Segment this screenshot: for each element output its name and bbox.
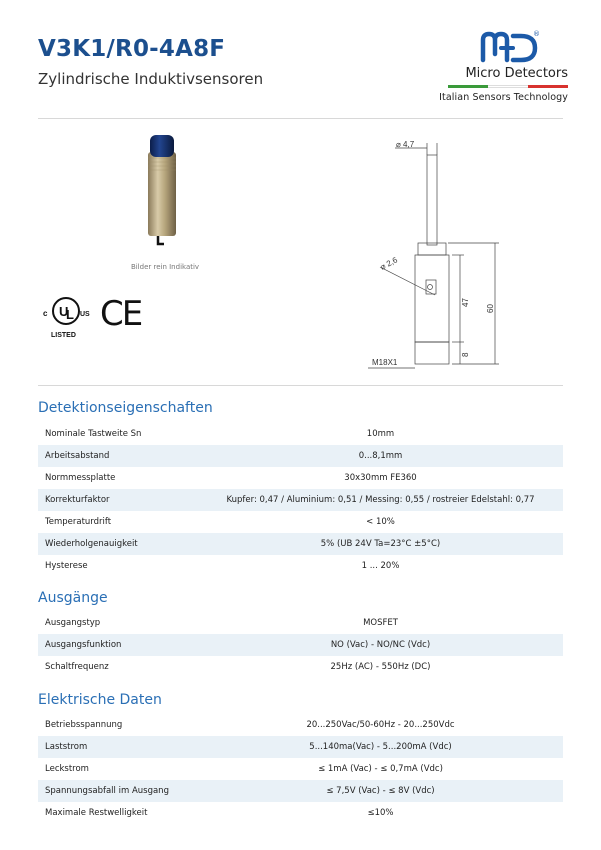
image-divider — [38, 385, 563, 386]
table-row: Korrekturfaktor Kupfer: 0,47 / Aluminium: 0,51 / Messing: 0,55 / rostreier Edelstahl: 0,77 — [38, 489, 563, 511]
table-outputs — [38, 612, 563, 678]
dim-8: 8 — [461, 352, 470, 357]
page-subtitle: Zylindrische Induktivsensoren — [38, 70, 264, 88]
header-divider — [38, 118, 563, 119]
product-photo — [136, 132, 186, 247]
table-row: Ausgangsfunktion NO (Vac) - NO/NC (Vdc) — [38, 634, 563, 656]
md-logo-mark-icon — [443, 30, 568, 66]
dimension-drawing — [360, 135, 505, 380]
table-row: Temperaturdrift < 10% — [45, 517, 395, 527]
certifications — [40, 293, 160, 343]
table-row: Maximale Restwelligkeit ≤10% — [45, 808, 394, 818]
ul-c-mark: c — [43, 309, 48, 318]
table-electrical — [38, 714, 563, 824]
header — [38, 30, 568, 110]
ul-us-mark: US — [80, 311, 90, 318]
page-title: V3K1/R0-4A8F — [38, 36, 226, 62]
registered-mark: ® — [533, 30, 540, 38]
micro-detectors-logo — [439, 30, 568, 110]
ul-listed-icon — [40, 293, 95, 341]
table-row: Nominale Tastweite Sn 10mm — [45, 429, 395, 439]
dim-diameter-cable: ⌀ 4,7 — [396, 140, 415, 149]
svg-text:U: U — [59, 304, 69, 319]
table-detection — [38, 423, 563, 577]
table-row: Spannungsabfall im Ausgang ≤ 7,5V (Vac) - ≤ 8V (Vdc) — [38, 780, 563, 802]
table-row: Hysterese 1 ... 20% — [45, 561, 400, 571]
table-row: Normmessplatte 30x30mm FE360 — [45, 473, 417, 483]
table-row: Arbeitsabstand 0...8,1mm — [38, 445, 563, 467]
table-row: Betriebsspannung 20...250Vac/50-60Hz - 20...250Vdc — [45, 720, 455, 730]
italian-flag-bar — [448, 85, 568, 88]
table-row: Leckstrom ≤ 1mA (Vac) - ≤ 0,7mA (Vdc) — [45, 764, 443, 774]
section-title-outputs: Ausgänge — [38, 590, 108, 606]
section-title-detection: Detektionseigenschaften — [38, 400, 213, 416]
dim-60: 60 — [486, 304, 495, 313]
logo-brand-name: Micro Detectors — [465, 66, 568, 81]
table-row: Ausgangstyp MOSFET — [45, 618, 398, 628]
image-caption: Bilder rein Indikativ — [130, 263, 200, 271]
table-row: Laststrom 5...140ma(Vac) - 5...200mA (Vdc) — [38, 736, 563, 758]
dim-thread: M18X1 — [372, 358, 398, 367]
logo-tagline: Italian Sensors Technology — [439, 92, 568, 103]
dim-47: 47 — [461, 298, 470, 307]
ul-listed-mark: LISTED — [51, 332, 76, 339]
table-row: Schaltfrequenz 25Hz (AC) - 550Hz (DC) — [45, 662, 431, 672]
svg-text:L: L — [66, 307, 74, 322]
dim-diameter-led: ⌀ 2,6 — [378, 255, 399, 272]
ce-mark-icon: CE — [100, 294, 142, 334]
table-row: Wiederholgenauigkeit 5% (UB 24V Ta=23°C ±5°C) — [38, 533, 563, 555]
section-title-electrical: Elektrische Daten — [38, 692, 162, 708]
